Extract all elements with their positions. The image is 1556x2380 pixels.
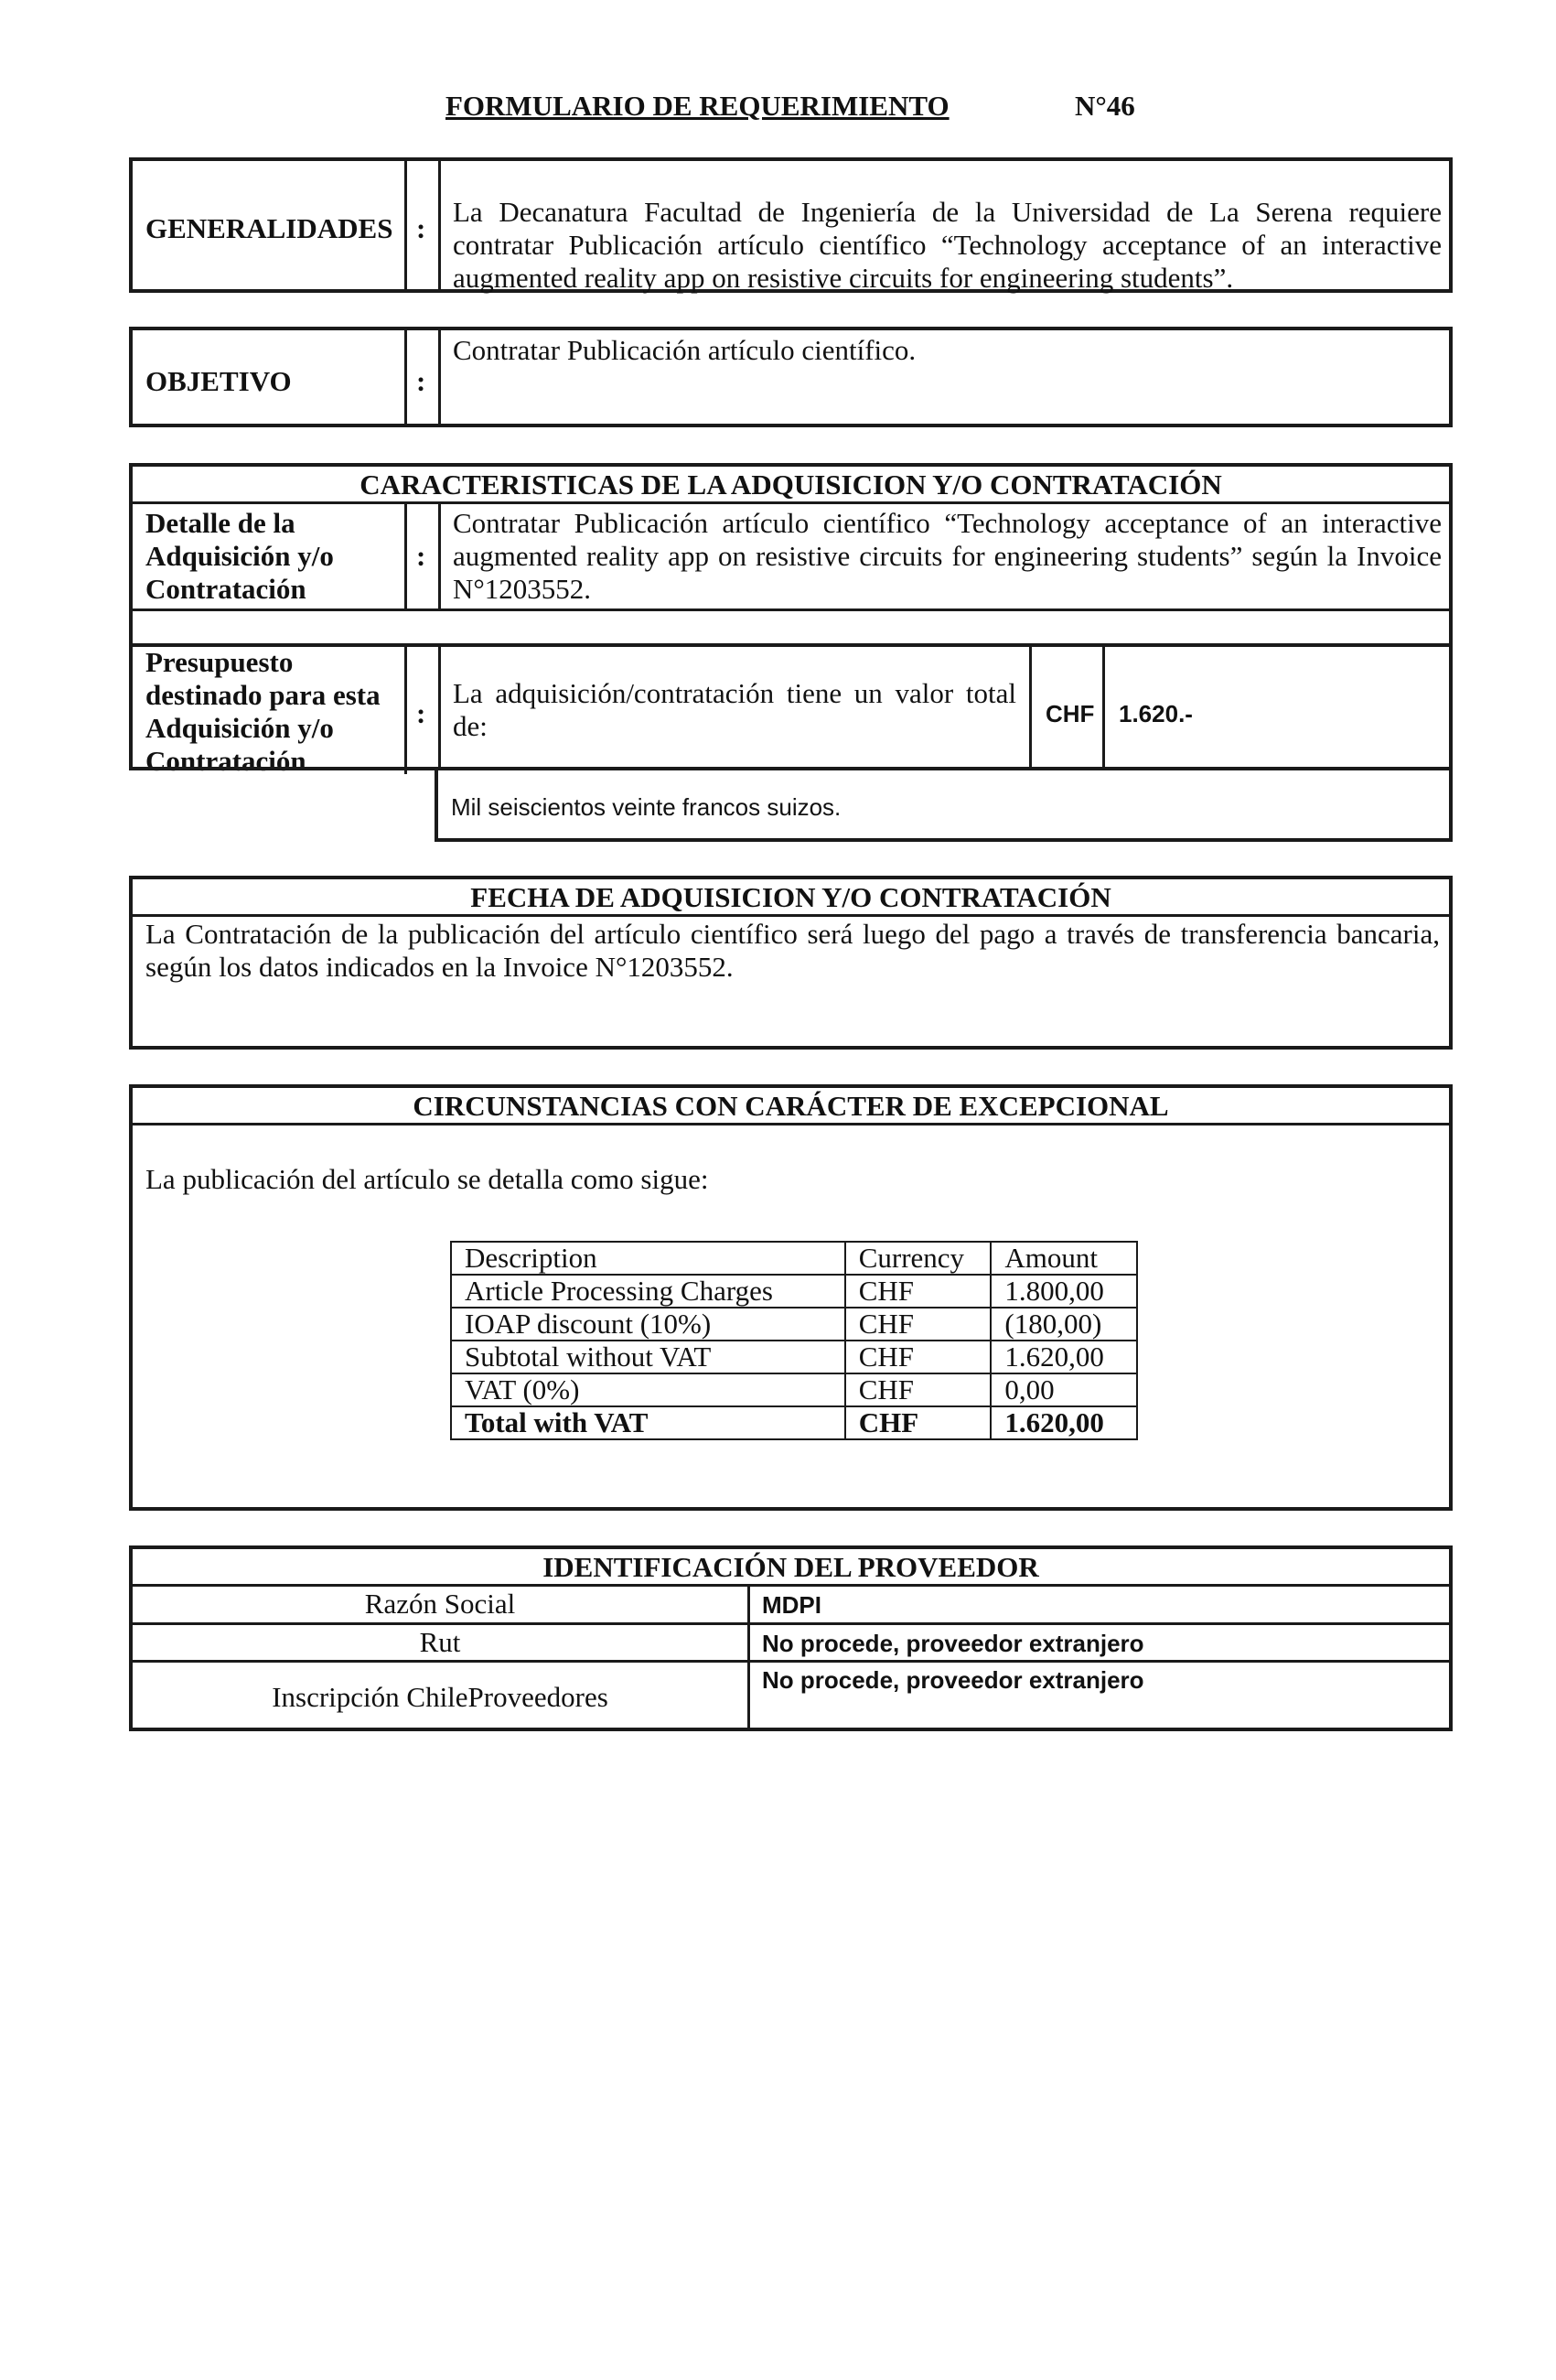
objetivo-label: OBJETIVO [145,365,292,397]
proveedor-section [129,1545,1453,1731]
razon-social-label: Razón Social [364,1588,516,1620]
objetivo-section [129,327,1453,427]
proveedor-title: IDENTIFICACIÓN DEL PROVEEDOR [542,1551,1039,1583]
form-title: FORMULARIO DE REQUERIMIENTO [445,90,950,122]
presupuesto-currency: CHF [1046,700,1095,727]
detalle-text: Contratar Publicación artículo científico “Technology acceptance of an interactive augmented reality app on resistive circuits for engineering students” según la Invoice N°1203552. [453,507,1442,605]
row-currency: CHF [845,1373,992,1406]
circunstancias-section [129,1084,1453,1511]
objetivo-text: Contratar Publicación artículo científico. [453,334,917,366]
objetivo-colon: : [416,365,426,397]
razon-social-value: MDPI [762,1591,821,1619]
caracteristicas-title: CARACTERISTICAS DE LA ADQUISICION Y/O CONTRATACIÓN [359,468,1222,501]
row-amount: 1.800,00 [991,1275,1137,1308]
row-currency: CHF [845,1308,992,1341]
circunstancias-title: CIRCUNSTANCIAS CON CARÁCTER DE EXCEPCIONAL [413,1090,1169,1122]
amount-words: Mil seiscientos veinte francos suizos. [451,793,842,821]
detalle-colon: : [416,540,426,572]
invoice-header-row [451,1242,1137,1275]
row-amount: (180,00) [991,1308,1137,1341]
total-amount: 1.620,00 [991,1406,1137,1439]
row-description: Subtotal without VAT [451,1341,845,1373]
detalle-label: Detalle de la Adquisición y/o Contratación [145,507,334,605]
presupuesto-label: Presupuesto destinado para esta Adquisición y/o Contratación [145,646,381,777]
presupuesto-colon: : [416,697,426,729]
total-row [451,1406,1137,1439]
row-amount: 1.620,00 [991,1341,1137,1373]
header-currency: Currency [845,1242,992,1275]
generalidades-section [129,157,1453,293]
inscripcion-label: Inscripción ChileProveedores [272,1681,608,1713]
total-description: Total with VAT [451,1406,845,1439]
table-row [451,1373,1137,1406]
presupuesto-amount: 1.620.- [1119,700,1193,727]
amount-words-box [435,767,1453,842]
fecha-text: La Contratación de la publicación del artículo científico será luego del pago a través de transferencia bancaria, según los datos indicados en la Invoice N°1203552. [145,918,1440,983]
row-currency: CHF [845,1341,992,1373]
row-description: Article Processing Charges [451,1275,845,1308]
rut-label: Rut [419,1626,461,1658]
fecha-section [129,876,1453,1050]
generalidades-text: La Decanatura Facultad de Ingeniería de la Universidad de La Serena requiere contratar Publicación artículo científico “Technology acceptance of an interactive augmented reality app on resistive circuits for engineering students”. [453,196,1442,294]
rut-value: No procede, proveedor extranjero [762,1630,1144,1657]
total-currency: CHF [845,1406,992,1439]
presupuesto-text: La adquisición/contratación tiene un valor total de: [453,677,1016,742]
row-amount: 0,00 [991,1373,1137,1406]
caracteristicas-section [129,463,1453,777]
inscripcion-value: No procede, proveedor extranjero [762,1666,1144,1694]
row-description: IOAP discount (10%) [451,1308,845,1341]
fecha-title: FECHA DE ADQUISICION Y/O CONTRATACIÓN [470,881,1111,913]
circunstancias-intro: La publicación del artículo se detalla como sigue: [145,1163,709,1195]
table-row [451,1308,1137,1341]
invoice-table [450,1241,1138,1440]
generalidades-label: GENERALIDADES [145,212,393,244]
row-currency: CHF [845,1275,992,1308]
generalidades-colon: : [416,212,426,244]
header-description: Description [451,1242,845,1275]
table-row [451,1341,1137,1373]
header-amount: Amount [991,1242,1137,1275]
table-row [451,1275,1137,1308]
form-number: N°46 [1075,90,1135,122]
row-description: VAT (0%) [451,1373,845,1406]
